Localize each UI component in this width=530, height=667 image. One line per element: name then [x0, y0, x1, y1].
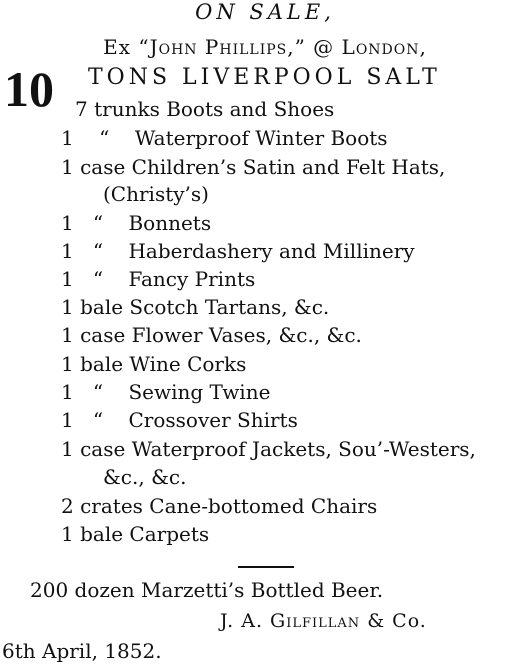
ship-mid: ” @	[294, 35, 342, 59]
item-text: “ Bonnets	[92, 211, 212, 235]
section-divider	[238, 566, 294, 568]
firm-initials: J. A.	[220, 610, 271, 632]
item-text: “ Haberdashery and Millinery	[92, 239, 415, 263]
list-item	[61, 380, 270, 404]
item-text: “ Sewing Twine	[92, 380, 271, 404]
item-qty: 2	[61, 494, 74, 518]
firm-suffix: & Co.	[360, 610, 427, 632]
ship-line	[0, 35, 530, 59]
port-name: London,	[341, 35, 427, 59]
item-qty: 1	[61, 211, 74, 235]
list-item	[103, 182, 209, 206]
headline-text: TONS LIVERPOOL SALT	[88, 65, 441, 90]
item-qty: 1	[61, 239, 74, 263]
item-text: crates Cane-bottomed Chairs	[80, 494, 378, 518]
list-item	[61, 522, 209, 546]
item-text: &c., &c.	[103, 465, 187, 489]
list-item	[75, 97, 334, 121]
item-text: case Waterproof Jackets, Sou’-Westers,	[80, 437, 476, 461]
list-item	[61, 211, 211, 235]
firm-name: Gilfillan	[270, 610, 361, 632]
item-text: bale Carpets	[80, 522, 210, 546]
list-item	[61, 352, 246, 376]
item-qty: 1	[61, 323, 74, 347]
list-item	[61, 437, 476, 461]
item-qty: 1	[61, 437, 74, 461]
list-item	[103, 465, 186, 489]
list-item	[61, 239, 415, 263]
headline-number: 10	[4, 61, 54, 117]
item-qty: 1	[61, 295, 74, 319]
item-qty: 1	[61, 380, 74, 404]
item-text: bale Wine Corks	[80, 352, 247, 376]
list-item	[61, 155, 445, 179]
list-item	[61, 267, 255, 291]
beer-line: 200 dozen Marzetti’s Bottled Beer.	[30, 578, 384, 602]
item-text: case Children’s Satin and Felt Hats,	[80, 155, 446, 179]
item-qty: 1	[61, 522, 74, 546]
item-qty: 7	[75, 97, 88, 121]
item-text: case Flower Vases, &c., &c.	[80, 323, 362, 347]
firm-signature	[220, 609, 427, 633]
item-qty: 1	[61, 408, 74, 432]
item-qty: 1	[61, 155, 74, 179]
item-text: trunks Boots and Shoes	[94, 97, 335, 121]
list-item	[61, 408, 298, 432]
notice-title: ON SALE,	[195, 0, 335, 24]
item-text: “ Crossover Shirts	[92, 408, 298, 432]
date-line: 6th April, 1852.	[2, 639, 162, 663]
list-item	[61, 323, 362, 347]
item-text: (Christy’s)	[103, 182, 209, 206]
item-text: bale Scotch Tartans, &c.	[80, 295, 330, 319]
item-text: “ Waterproof Winter Boots	[99, 126, 388, 150]
ship-name: John Phillips,	[149, 35, 295, 59]
item-text: “ Fancy Prints	[92, 267, 256, 291]
list-item	[61, 494, 377, 518]
item-qty: 1	[61, 126, 74, 150]
ship-prefix: Ex “	[103, 35, 150, 59]
item-qty: 1	[61, 352, 74, 376]
list-item	[61, 295, 329, 319]
item-qty: 1	[61, 267, 74, 291]
list-item	[61, 126, 388, 150]
